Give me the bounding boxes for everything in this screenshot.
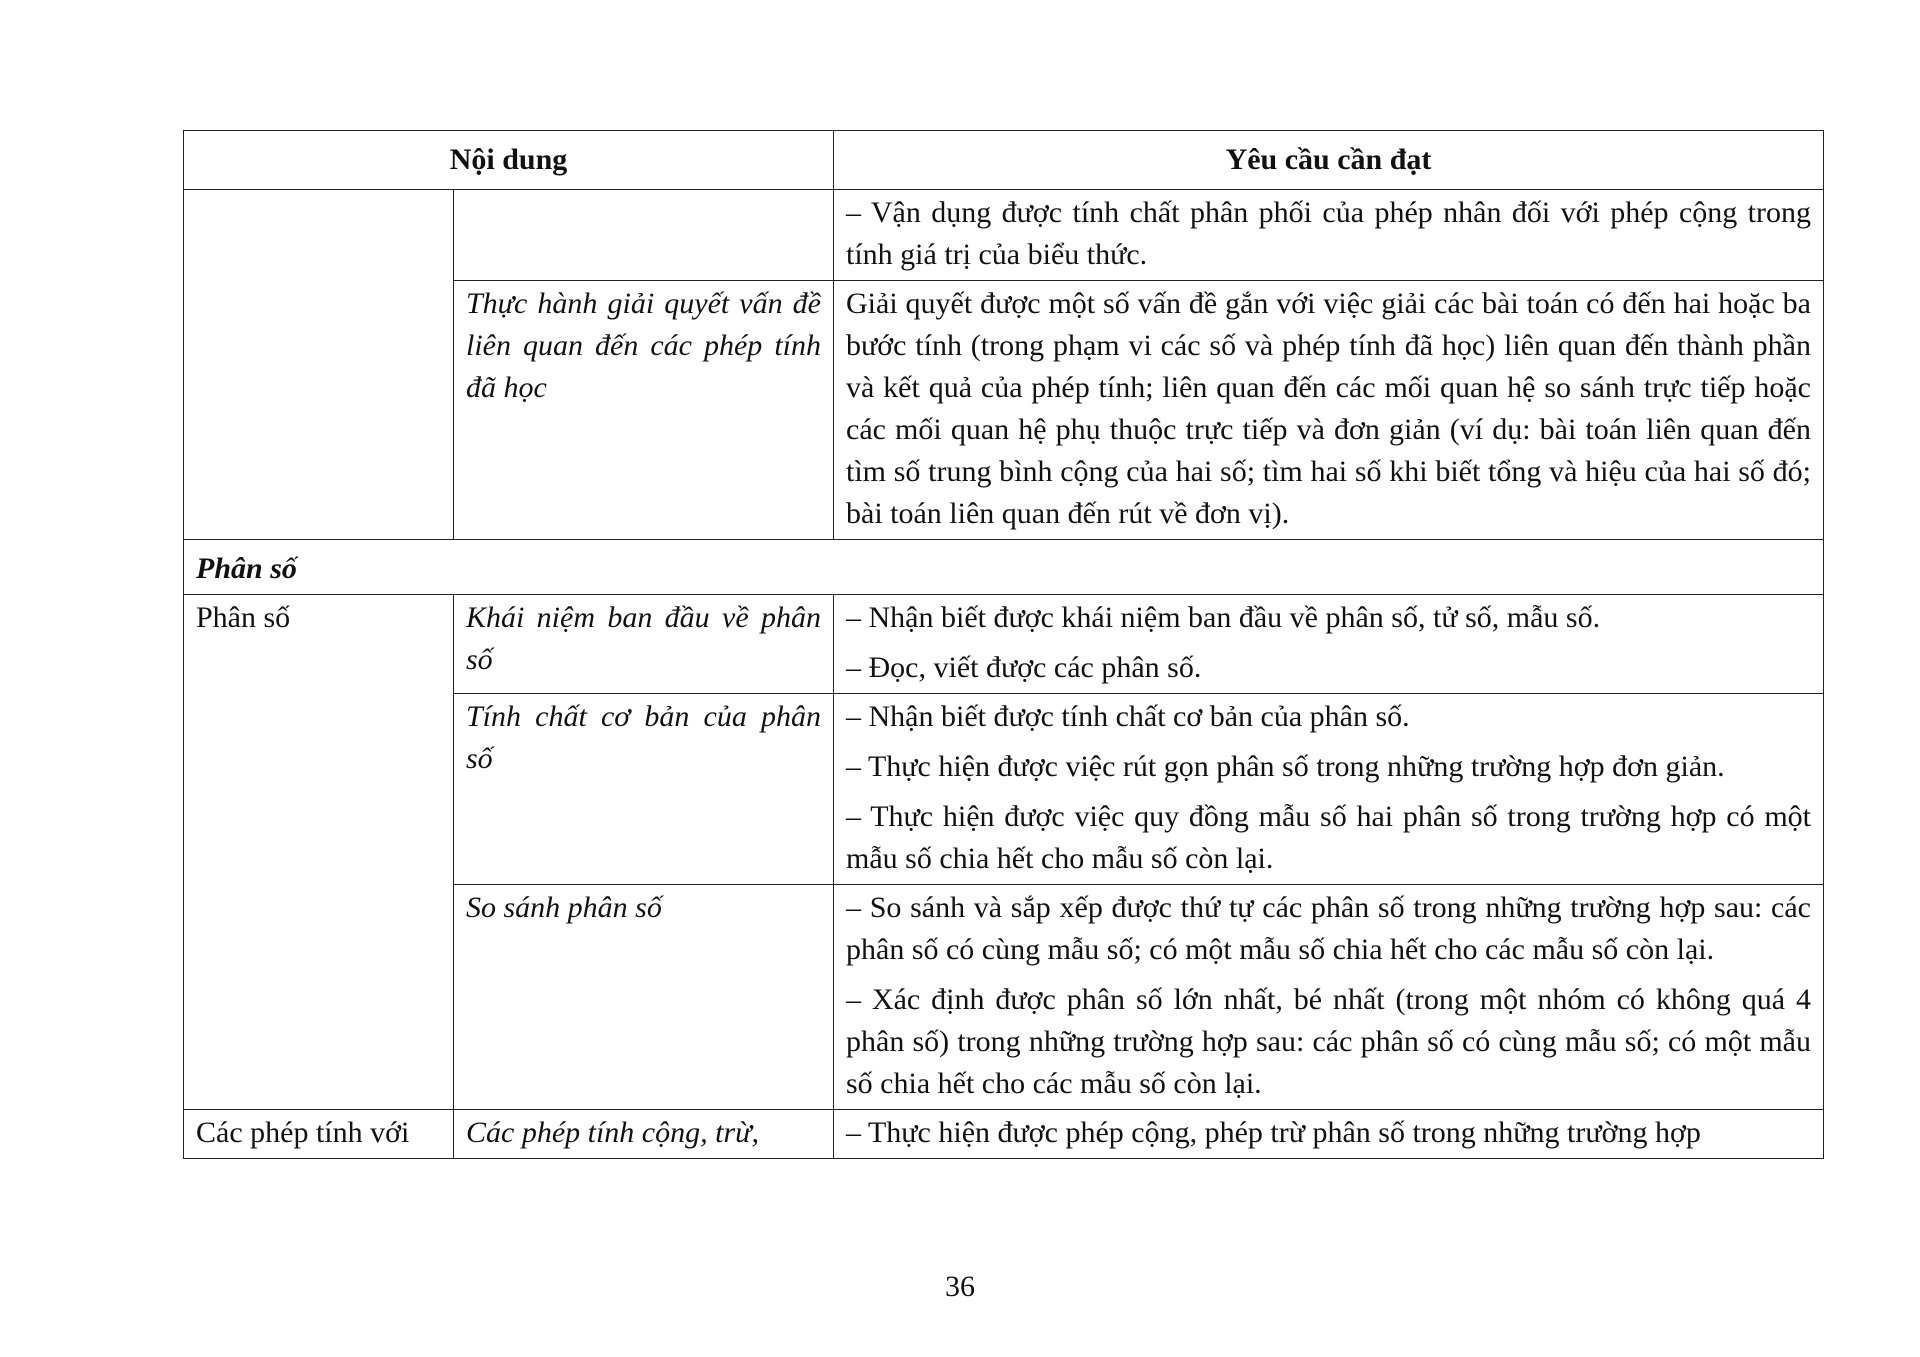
requirement-text: – Nhận biết được khái niệm ban đầu về phân số, tử số, mẫu số. [846, 601, 1601, 634]
curriculum-table [183, 130, 1824, 1159]
topic-cell: Khái niệm ban đầu về phân số [454, 595, 834, 694]
topic-cell-empty [454, 190, 834, 281]
requirement-cell [834, 190, 1824, 281]
section-row [184, 540, 1824, 595]
header-requirements: Yêu cầu cần đạt [834, 131, 1824, 190]
requirement-text: – So sánh và sắp xếp được thứ tự các phân số trong những trường hợp sau: các phân số có cùng mẫu số; có một mẫu số chia hết cho các mẫu số còn lại. [846, 891, 1811, 966]
requirement-text: – Thực hiện được việc quy đồng mẫu số hai phân số trong trường hợp có một mẫu số chia hết cho mẫu số còn lại. [846, 800, 1811, 875]
table-row [184, 595, 1824, 694]
requirement-text: – Thực hiện được việc rút gọn phân số trong những trường hợp đơn giản. [846, 750, 1725, 783]
section-heading: Phân số [184, 540, 1824, 595]
requirement-cell [834, 694, 1824, 885]
requirement-text: Giải quyết được một số vấn đề gắn với việc giải các bài toán có đến hai hoặc ba bước tính (trong phạm vi các số và phép tính đã học) liên quan đến thành phần và kết quả của phép tính; liên quan đến các mối quan hệ so sánh trực tiếp hoặc các mối quan hệ phụ thuộc trực tiếp và đơn giản (ví dụ: bài toán liên quan đến tìm số trung bình cộng của hai số; tìm hai số khi biết tổng và hiệu của hai số đó; bài toán liên quan đến rút về đơn vị). [846, 287, 1811, 530]
requirement-text: – Đọc, viết được các phân số. [846, 651, 1202, 684]
group-cell: Các phép tính với [184, 1110, 454, 1159]
topic-cell: So sánh phân số [454, 885, 834, 1110]
requirement-text: – Nhận biết được tính chất cơ bản của phân số. [846, 700, 1410, 733]
topic-cell: Thực hành giải quyết vấn đề liên quan đến các phép tính đã học [454, 281, 834, 540]
topic-cell: Các phép tính cộng, trừ, [454, 1110, 834, 1159]
table-row [184, 190, 1824, 281]
requirement-cell [834, 1110, 1824, 1159]
page-number: 36 [945, 1270, 975, 1303]
group-cell: Phân số [184, 595, 454, 1110]
requirement-cell [834, 885, 1824, 1110]
requirement-text: – Thực hiện được phép cộng, phép trừ phân số trong những trường hợp [846, 1116, 1701, 1149]
topic-cell: Tính chất cơ bản của phân số [454, 694, 834, 885]
requirement-text: – Vận dụng được tính chất phân phối của phép nhân đối với phép cộng trong tính giá trị của biểu thức. [846, 196, 1811, 271]
table-row [184, 1110, 1824, 1159]
requirement-text: – Xác định được phân số lớn nhất, bé nhất (trong một nhóm có không quá 4 phân số) trong những trường hợp sau: các phân số có cùng mẫu số; có một mẫu số chia hết cho các mẫu số còn lại. [846, 983, 1811, 1100]
group-cell-empty [184, 190, 454, 540]
requirement-cell [834, 281, 1824, 540]
requirement-cell [834, 595, 1824, 694]
header-content: Nội dung [184, 131, 834, 190]
table-header-row [184, 131, 1824, 190]
